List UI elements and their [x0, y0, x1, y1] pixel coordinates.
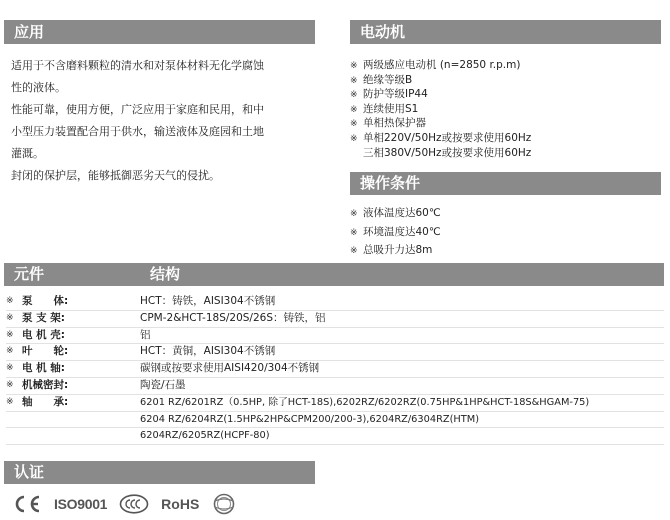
application-paragraph	[11, 55, 311, 187]
table-row	[6, 328, 664, 345]
list-item: ※ 总吸升力达8m	[350, 241, 665, 260]
reference-mark-icon: ※	[350, 133, 358, 144]
component-name: 泵 支 架:	[22, 311, 66, 324]
list-item: ※ 两级感应电动机 (n=2850 r.p.m)	[350, 58, 665, 73]
component-structure: CPM-2&HCT-18S/20S/26S：铸铁，铝	[140, 311, 326, 324]
list-item: ※ 连续使用S1	[350, 102, 665, 117]
table-row	[6, 361, 664, 378]
application-header	[4, 20, 315, 44]
list-item: 三相380V/50Hz或按要求使用60Hz	[363, 146, 532, 159]
component-name: 叶 轮:	[22, 345, 69, 358]
reference-mark-icon: ※	[350, 90, 358, 101]
components-table	[6, 294, 664, 445]
ce-mark-icon	[12, 495, 42, 513]
reference-mark-icon: ※	[6, 296, 14, 306]
list-item: ※ 绝缘等级B	[350, 73, 665, 88]
reference-mark-icon: ※	[350, 227, 358, 238]
motor-header	[350, 20, 661, 44]
reference-mark-icon: ※	[350, 209, 358, 219]
list-item: ※ 单相220V/50Hz或按要求使用60Hz	[350, 131, 665, 146]
application-line: 性能可靠，使用方便，广泛应用于家庭和民用，和中	[11, 103, 264, 116]
component-structure: 陶瓷/石墨	[140, 378, 186, 391]
application-title: 应用	[14, 23, 45, 41]
component-name: 电 机 轴:	[22, 362, 66, 375]
component-structure: HCT：黄铜，AISI304不锈钢	[140, 345, 276, 358]
iso9001-icon: ISO9001	[54, 496, 108, 512]
component-name: 泵 体:	[22, 295, 69, 307]
component-structure: 6204RZ/6205RZ(HCPF-80)	[140, 430, 270, 442]
ccc-icon	[119, 494, 149, 514]
reference-mark-icon: ※	[350, 75, 358, 86]
table-row	[6, 344, 664, 361]
certification-header	[4, 461, 315, 484]
motor-spec-list	[350, 58, 665, 160]
reference-mark-icon: ※	[6, 346, 14, 357]
list-item: ※ 防护等级IP44	[350, 87, 665, 102]
component-column-header: 元件	[14, 265, 45, 283]
component-structure: 6204 RZ/6204RZ(1.5HP&2HP&CPM200/200-3),6204RZ/6304RZ(HTM)	[140, 413, 480, 425]
application-line: 性的液体。	[11, 81, 66, 94]
reference-mark-icon: ※	[6, 379, 14, 390]
table-row	[6, 412, 664, 429]
reference-mark-icon: ※	[6, 396, 14, 407]
structure-column-header: 结构	[150, 265, 181, 283]
cqc-icon	[211, 493, 237, 515]
reference-mark-icon: ※	[350, 119, 358, 130]
component-structure: HCT：铸铁，AISI304不锈钢	[140, 295, 276, 307]
application-line: 小型压力装置配合用于供水，输送液体及庭园和土地	[11, 125, 264, 138]
certification-logos	[12, 490, 237, 518]
component-structure: 6201 RZ/6201RZ（0.5HP, 除了HCT-18S),6202RZ/6202RZ(0.75HP&1HP&HCT-18S&HGAM-75)	[140, 396, 590, 408]
application-line: 适用于不含磨料颗粒的清水和对泵体材料无化学腐蚀	[11, 59, 264, 72]
table-row	[6, 395, 664, 412]
reference-mark-icon: ※	[6, 312, 14, 323]
reference-mark-icon: ※	[350, 104, 358, 115]
component-name: 机械密封:	[22, 378, 69, 391]
reference-mark-icon: ※	[6, 329, 14, 340]
application-line: 灌溉。	[11, 147, 44, 160]
component-structure: 铝	[140, 328, 151, 341]
list-item: ※ 液体温度达60℃	[350, 204, 665, 223]
certification-title: 认证	[14, 463, 45, 481]
reference-mark-icon: ※	[350, 61, 358, 71]
reference-mark-icon: ※	[350, 246, 358, 256]
table-row	[6, 378, 664, 395]
component-structure: 碳钢或按要求使用AISI420/304不锈钢	[140, 362, 320, 375]
motor-title: 电动机	[360, 23, 406, 41]
operating-title: 操作条件	[360, 174, 421, 192]
component-name: 电 机 壳:	[22, 328, 66, 341]
operating-header	[350, 172, 661, 195]
application-line: 封闭的保护层，能够抵御恶劣天气的侵扰。	[11, 169, 220, 182]
list-item: ※ 单相热保护器	[350, 116, 665, 131]
reference-mark-icon: ※	[6, 363, 14, 374]
component-name: 轴 承:	[22, 395, 69, 408]
table-row	[6, 428, 664, 445]
operating-conditions-list	[350, 204, 665, 260]
table-row	[6, 294, 664, 311]
rohs-icon: RoHS	[161, 496, 200, 512]
list-item: ※ 环境温度达40℃	[350, 223, 665, 242]
components-header	[4, 263, 664, 286]
table-row	[6, 311, 664, 328]
